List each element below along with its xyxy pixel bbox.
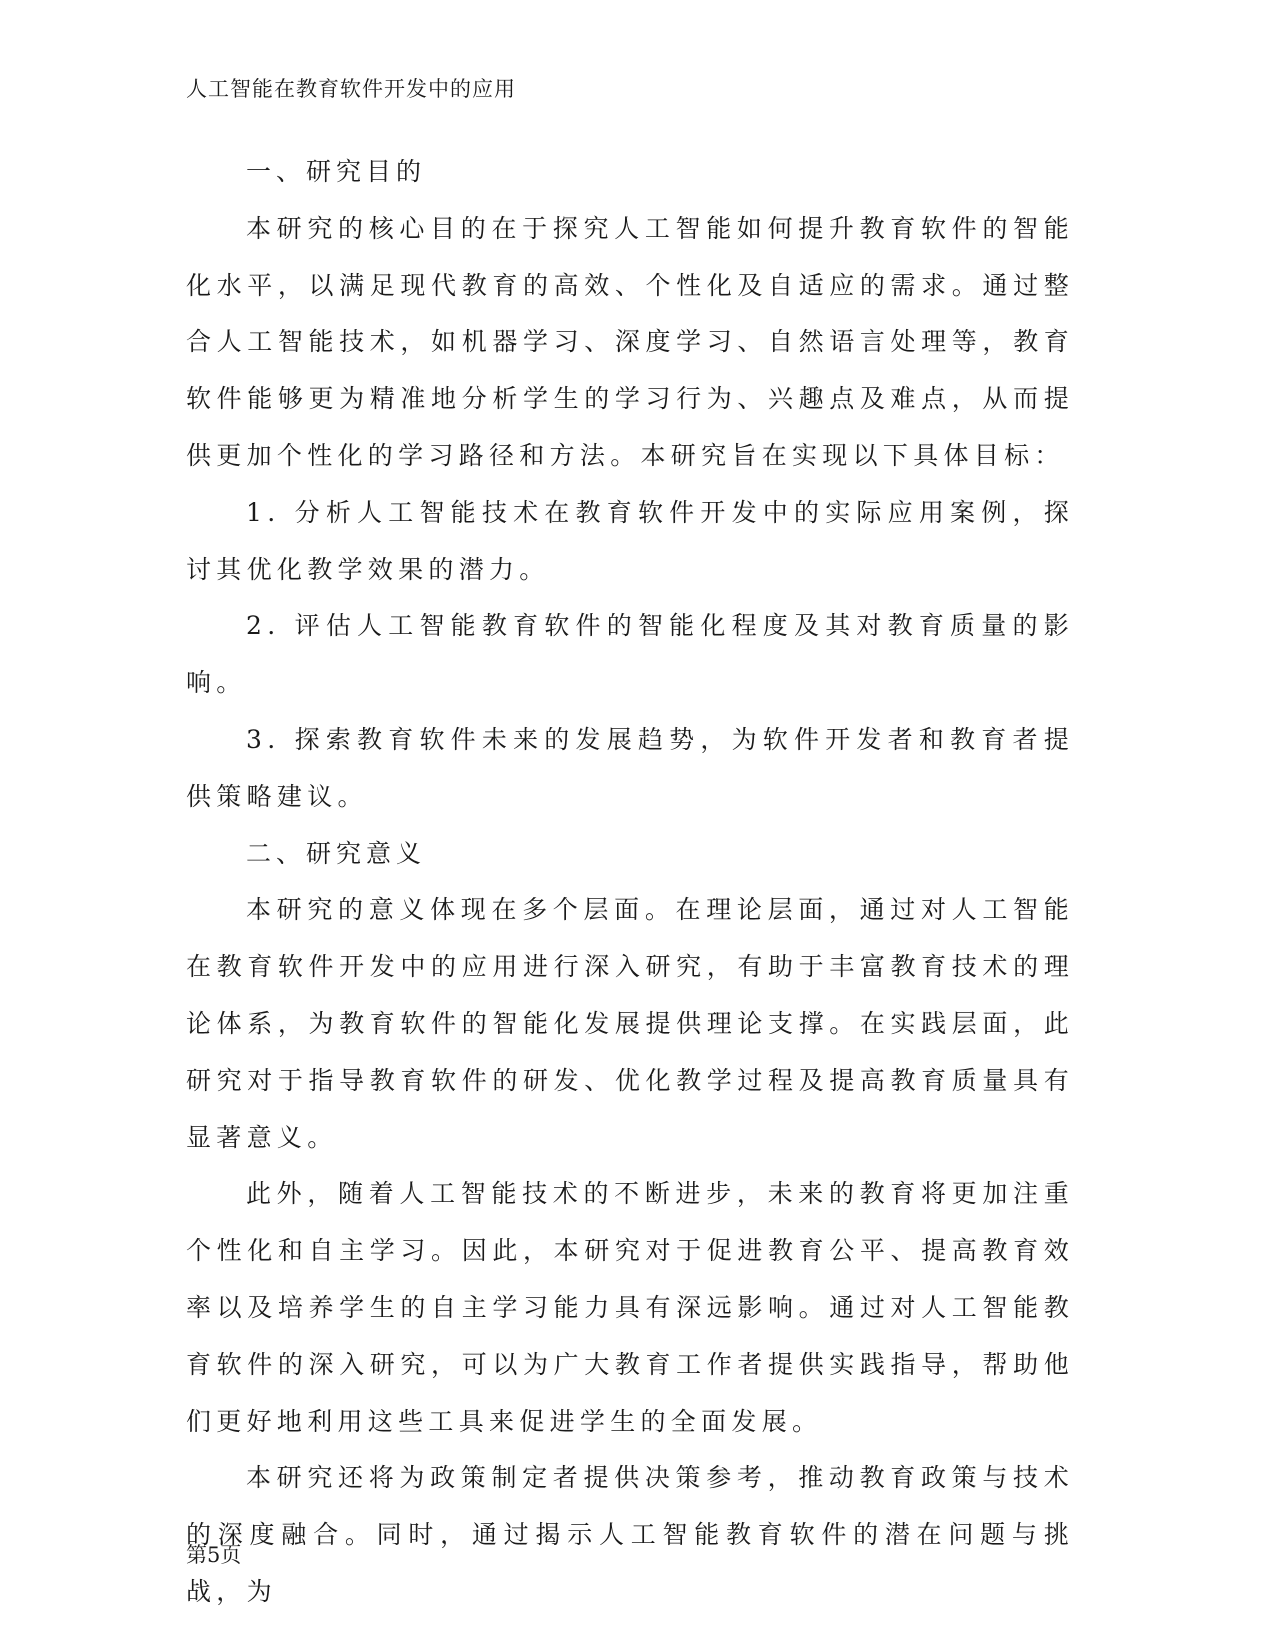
purpose-intro-paragraph: 本研究的核心目的在于探究人工智能如何提升教育软件的智能化水平，以满足现代教育的高效、个性化及自适应的需求。通过整合人工智能技术，如机器学习、深度学习、自然语言处理等，教育软件能够更为精准地分析学生的学习行为、兴趣点及难点，从而提供更加个性化的学习路径和方法。本研究旨在实现以下具体目标： [186,213,1074,470]
significance-paragraph-3: 本研究还将为政策制定者提供决策参考，推动教育政策与技术的深度融合。同时，通过揭示人工智能教育软件的潜在问题与挑战，为 [186,1463,1074,1606]
section-heading-purpose: 一、研究目的 [246,157,427,186]
goal-item-2: 2. 评估人工智能教育软件的智能化程度及其对教育质量的影响。 [186,611,1074,698]
significance-paragraph-1: 本研究的意义体现在多个层面。在理论层面，通过对人工智能在教育软件开发中的应用进行深入研究，有助于丰富教育技术的理论体系，为教育软件的智能化发展提供理论支撑。在实践层面，此研究对于指导教育软件的研发、优化教学过程及提高教育质量具有显著意义。 [186,895,1074,1152]
goal-item-1: 1. 分析人工智能技术在教育软件开发中的实际应用案例，探讨其优化教学效果的潜力。 [186,497,1074,584]
goal-item-3: 3. 探索教育软件未来的发展趋势，为软件开发者和教育者提供策略建议。 [186,724,1074,811]
document-body [186,144,1074,1621]
running-header: 人工智能在教育软件开发中的应用 [186,77,516,101]
section-heading-significance: 二、研究意义 [246,838,427,868]
page-number: 第5页 [186,1543,242,1567]
significance-paragraph-2: 此外，随着人工智能技术的不断进步，未来的教育将更加注重个性化和自主学习。因此，本研究对于促进教育公平、提高教育效率以及培养学生的自主学习能力具有深远影响。通过对人工智能教育软件的深入研究，可以为广大教育工作者提供实践指导，帮助他们更好地利用这些工具来促进学生的全面发展。 [186,1179,1074,1436]
